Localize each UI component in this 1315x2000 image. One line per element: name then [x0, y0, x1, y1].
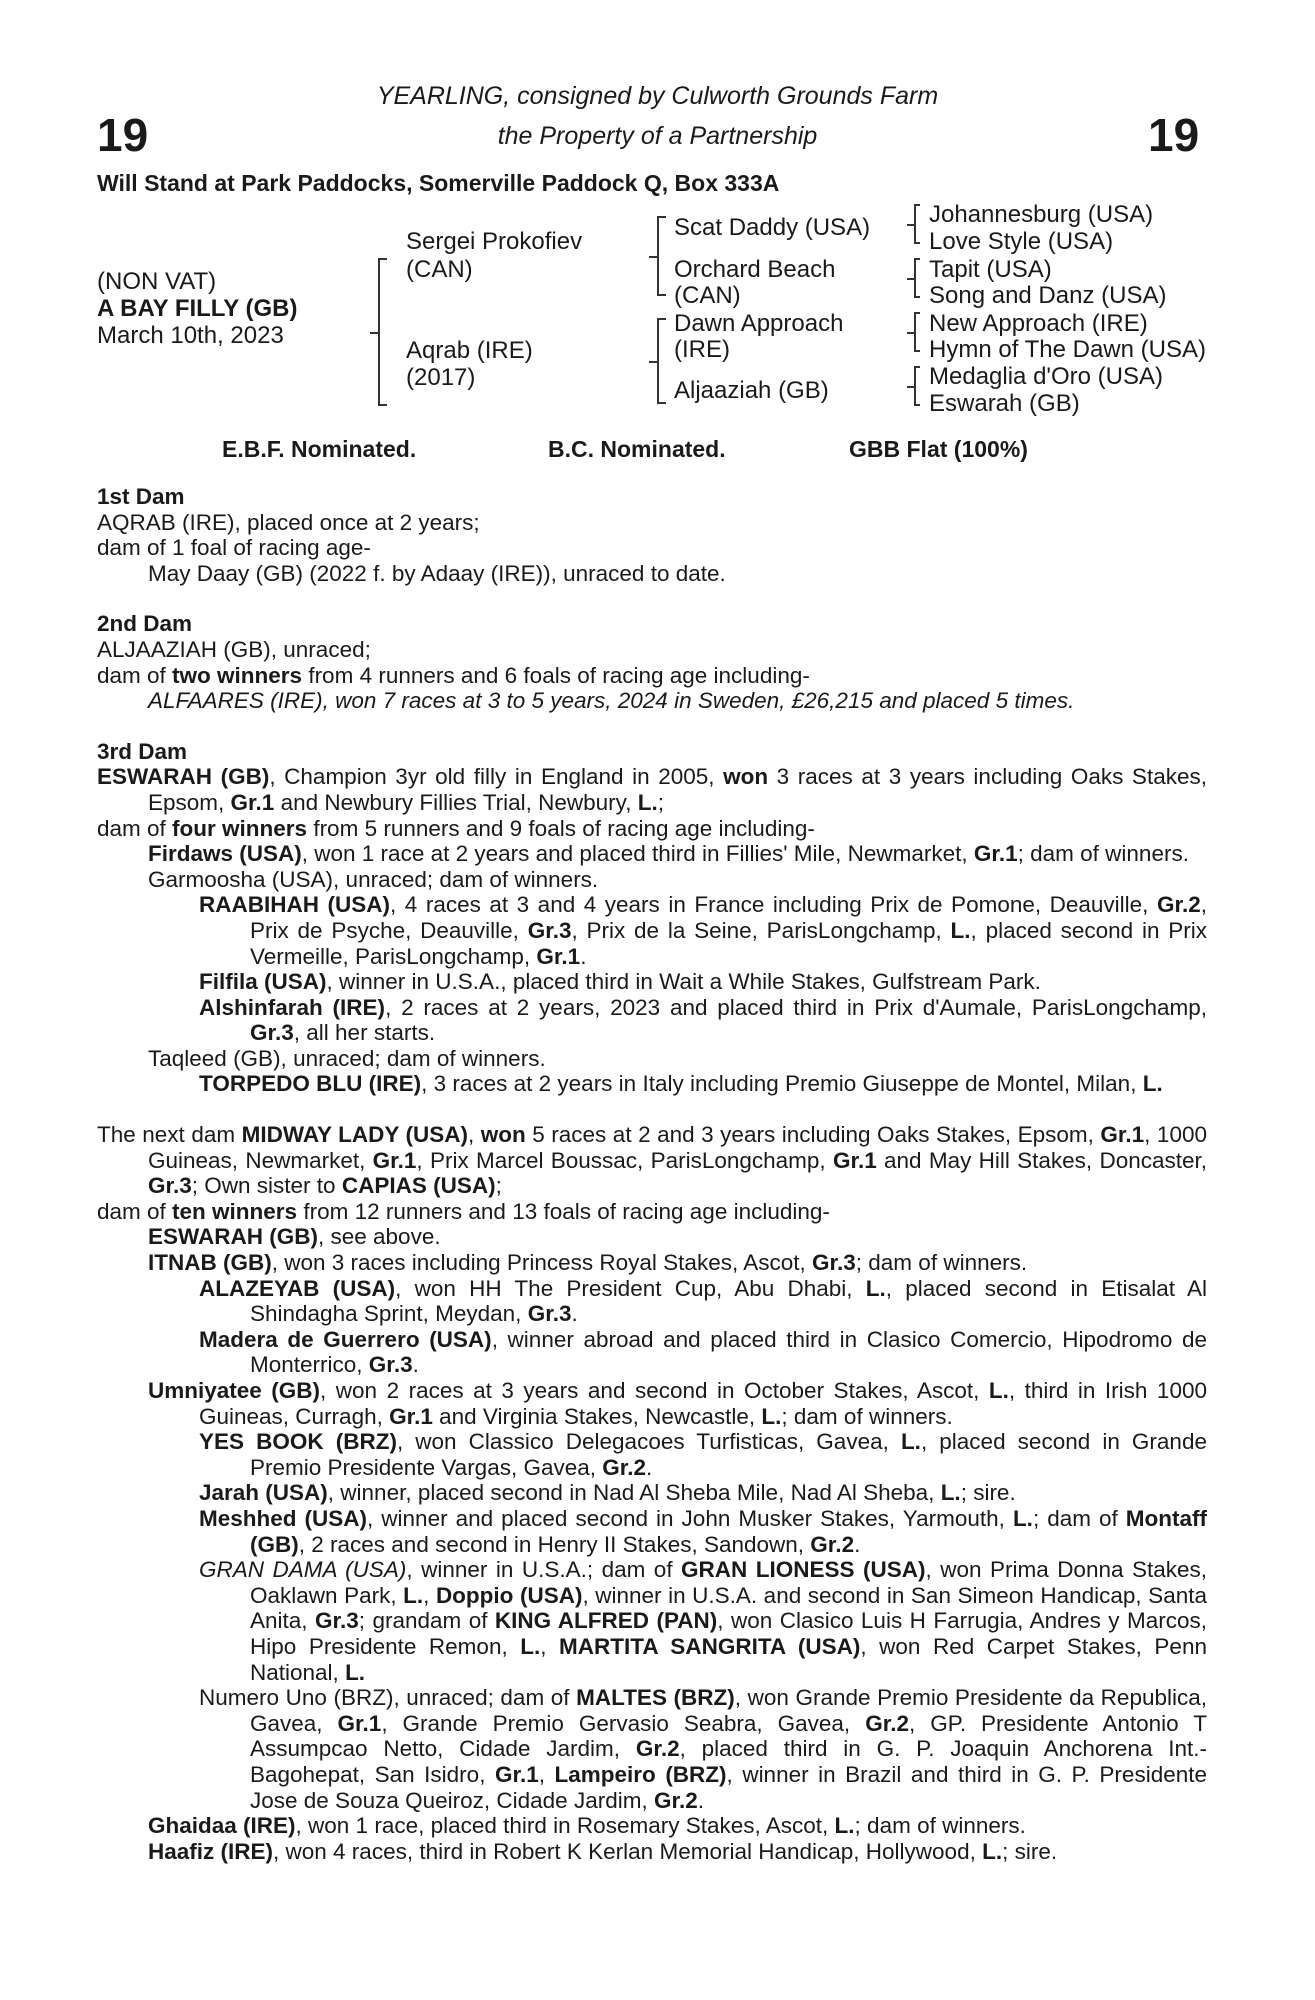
firdaws-entry: Firdaws (USA), won 1 race at 2 years and placed third in Fillies' Mile, Newmarket, Gr.1; dam of winners. — [148, 841, 1189, 867]
meshhed-entry: Meshhed (USA), winner and placed second in John Musker Stakes, Yarmouth, L.; dam of Montaff (GB), 2 races and second in Henry II Stakes, Sandown, Gr.2. — [199, 1505, 1208, 1557]
sire-country: (CAN) — [406, 256, 473, 283]
first-dam-heading: 1st Dam — [97, 484, 185, 509]
dam-year: (2017) — [406, 364, 476, 391]
ghaidaa-entry: Ghaidaa (IRE), won 1 race, placed third in Rosemary Stakes, Ascot, L.; dam of winners. — [148, 1813, 1026, 1839]
gbb-nomination: GBB Flat (100%) — [849, 436, 1028, 462]
third-dam-record: dam of four winners from 5 runners and 9 foals of racing age including- — [97, 815, 815, 841]
alshinfarah-entry: Alshinfarah (IRE), 2 races at 2 years, 2023 and placed third in Prix d'Aumale, ParisLongchamp, Gr.3, all her starts. — [199, 994, 1207, 1046]
sire-dam: Orchard Beach — [674, 256, 836, 283]
itnab-entry: ITNAB (GB), won 3 races including Princess Royal Stakes, Ascot, Gr.3; dam of winners. — [148, 1250, 1028, 1276]
second-dam-record: dam of two winners from 4 runners and 6 foals of racing age including- — [97, 662, 810, 688]
alazeyab-entry: ALAZEYAB (USA), won HH The President Cup, Abu Dhabi, L., placed second in Etisalat Al Shindagha Sprint, Meydan, Gr.3. — [199, 1275, 1207, 1327]
second-dam-heading: 2nd Dam — [97, 611, 193, 637]
next-dam-record: dam of ten winners from 12 runners and 13 foals of racing age including- — [97, 1198, 830, 1224]
consignment-line: YEARLING, consigned by Culworth Grounds Farm — [376, 82, 939, 110]
yes-book-entry: YES BOOK (BRZ), won Classico Delegacoes Turfisticas, Gavea, L., placed second in Grande Premio Presidente Vargas, Gavea, Gr.2. — [199, 1429, 1207, 1480]
alfaares-entry: ALFAARES (IRE), won 7 races at 3 to 5 years, 2024 in Sweden, £26,215 and placed 5 times. — [148, 688, 1075, 714]
ebf-nomination: E.B.F. Nominated. — [222, 436, 417, 462]
ancestor-7: Medaglia d'Oro (USA) — [929, 363, 1163, 390]
second-dam-line: ALJAAZIAH (GB), unraced; — [97, 636, 371, 662]
first-dam-produce: May Daay (GB) (2022 f. by Adaay (IRE)), unraced to date. — [148, 560, 726, 586]
ancestor-6: Hymn of The Dawn (USA) — [929, 336, 1206, 363]
catalogue-body — [97, 484, 1207, 1864]
ancestor-8: Eswarah (GB) — [929, 390, 1080, 417]
lot-number-left: 19 — [97, 109, 149, 161]
stand-location: Will Stand at Park Paddocks, Somerville Paddock Q, Box 333A — [97, 170, 780, 196]
first-dam-line: AQRAB (IRE), placed once at 2 years; — [97, 509, 480, 535]
dam-sire: Dawn Approach — [674, 310, 844, 337]
gran-dama-entry: GRAN DAMA (USA), winner in U.S.A.; dam of GRAN LIONESS (USA), won Prima Donna Stakes, Oaklawn Park, L., Doppio (USA), winner in U.S.A. and second in San Simeon Handicap, Santa Anita, Gr.3; grandam of KING ALFRED (PAN), won Clasico Luis H Farrugia, Andres y Marcos, Hipo Presidente Remon, L., MARTITA SANGRITA (USA), won Red Carpet Stakes, Penn National, L. — [199, 1557, 1208, 1685]
pedigree-brace-4 — [914, 366, 916, 406]
vat-status: (NON VAT) — [97, 268, 217, 295]
ancestor-1: Johannesburg (USA) — [929, 201, 1154, 228]
horse-name: A BAY FILLY (GB) — [97, 295, 298, 322]
second-dam-winners: two winners — [172, 662, 303, 688]
sire-dam-country: (CAN) — [674, 282, 741, 309]
ancestor-5: New Approach (IRE) — [929, 310, 1148, 337]
numero-uno-entry: Numero Uno (BRZ), unraced; dam of MALTES (BRZ), won Grande Premio Presidente da Republica, Gavea, Gr.1, Grande Premio Gervasio Seabra, Gavea, Gr.2, GP. Presidente Antonio T Assumpcao Netto, Cidade Jardim, Gr.2, placed third in G. P. Joaquin Anchorena Int.-Bagohepat, San Isidro, Gr.1, Lampeiro (BRZ), winner in Brazil and third in G. P. Presidente Jose de Souza Queiroz, Cidade Jardim, Gr.2. — [199, 1685, 1208, 1813]
third-dam-heading: 3rd Dam — [97, 738, 188, 764]
midway-lady-entry: The next dam MIDWAY LADY (USA), won 5 races at 2 and 3 years including Oaks Stakes, Epsom, Gr.1, 1000 Guineas, Newmarket, Gr.1, Prix Marcel Boussac, ParisLongchamp, Gr.1 and May Hill Stakes, Doncaster, Gr.3; Own sister to CAPIAS (USA); — [97, 1122, 1208, 1199]
ancestor-2: Love Style (USA) — [929, 228, 1114, 255]
sire-sire: Scat Daddy (USA) — [674, 214, 871, 241]
pedigree-brace-1 — [914, 204, 916, 244]
pedigree-sire-brace — [657, 216, 659, 296]
raabihah-entry: RAABIHAH (USA), 4 races at 3 and 4 years in France including Prix de Pomone, Deauville, Gr.2, Prix de Psyche, Deauville, Gr.3, Prix de la Seine, ParisLongchamp, L., placed second in Prix Vermeille, ParisLongchamp, Gr.1. — [199, 892, 1208, 969]
dam-dam: Aljaaziah (GB) — [674, 377, 829, 404]
filfila-entry: Filfila (USA), winner in U.S.A., placed third in Wait a While Stakes, Gulfstream Park. — [199, 969, 1041, 995]
pedigree-dam-brace — [657, 318, 659, 404]
garmoosha-entry: Garmoosha (USA), unraced; dam of winners. — [148, 866, 599, 892]
sire-name: Sergei Prokofiev — [406, 228, 583, 255]
first-dam-foals: dam of 1 foal of racing age- — [97, 535, 371, 561]
jarah-entry: Jarah (USA), winner, placed second in Nad Al Sheba Mile, Nad Al Sheba, L.; sire. — [199, 1480, 1016, 1506]
dam-name: Aqrab (IRE) — [406, 337, 533, 364]
ancestor-4: Song and Danz (USA) — [929, 282, 1167, 309]
pedigree-main-brace — [378, 258, 380, 406]
foaling-date: March 10th, 2023 — [97, 322, 284, 349]
pedigree-brace-2 — [914, 258, 916, 298]
bc-nomination: B.C. Nominated. — [548, 436, 726, 462]
eswarah-entry: ESWARAH (GB), Champion 3yr old filly in England in 2005, won 3 races at 3 years including Oaks Stakes, Epsom, Gr.1 and Newbury Fillies Trial, Newbury, L.; — [97, 764, 1207, 815]
ancestor-3: Tapit (USA) — [929, 256, 1052, 283]
madera-entry: Madera de Guerrero (USA), winner abroad and placed third in Clasico Comercio, Hipodromo de Monterrico, Gr.3. — [199, 1326, 1207, 1378]
eswarah-see-above: ESWARAH (GB), see above. — [148, 1224, 441, 1250]
taqleed-entry: Taqleed (GB), unraced; dam of winners. — [148, 1045, 546, 1071]
umniyatee-entry: Umniyatee (GB), won 2 races at 3 years and second in October Stakes, Ascot, L., third in Irish 1000 Guineas, Curragh, Gr.1 and Virginia Stakes, Newcastle, L.; dam of winners. — [148, 1378, 1207, 1429]
property-line: the Property of a Partnership — [497, 122, 818, 150]
haafiz-entry: Haafiz (IRE), won 4 races, third in Robert K Kerlan Memorial Handicap, Hollywood, L.; sire. — [148, 1838, 1058, 1864]
pedigree-brace-3 — [914, 312, 916, 352]
lot-number-right: 19 — [1148, 109, 1200, 161]
torpedo-blu-entry: TORPEDO BLU (IRE), 3 races at 2 years in Italy including Premio Giuseppe de Montel, Milan, L. — [199, 1071, 1163, 1097]
dam-sire-country: (IRE) — [674, 336, 730, 363]
